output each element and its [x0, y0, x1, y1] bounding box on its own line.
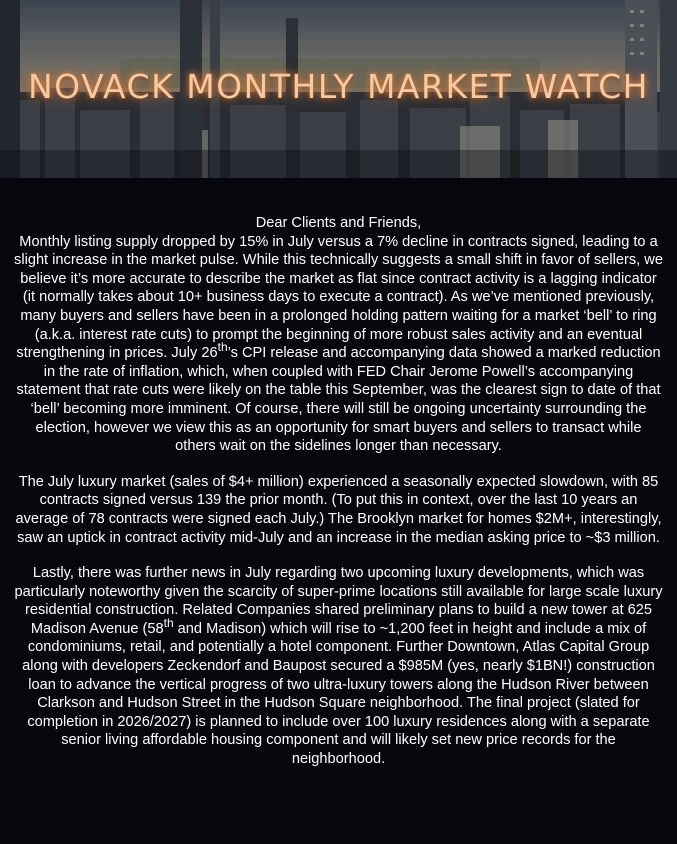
newsletter-body	[0, 178, 677, 769]
paragraph-luxury-market: The July luxury market (sales of $4+ million) experienced a seasonally expected slowdown, with 85 contracts signed versus 139 the prior month. (To put this in context, over the last 10 years an average of 78 contracts were signed each July.) The Brooklyn market for homes $2M+, interestingly, saw an uptick in contract activity mid-July and an increase in the median asking price to ~$3 million.	[15, 473, 662, 546]
paragraph-developments	[0, 564, 677, 769]
header-banner	[0, 0, 677, 178]
ordinal-suffix: th	[163, 615, 174, 630]
paragraph-intro	[0, 214, 677, 456]
paragraph-3-text-b: and Madison) which will rise to ~1,200 feet in height and include a mix of condominiums, retail, and potentially a hotel component. Further Downtown, Atlas Capital Group along with developers Zeckendorf and Baupost secured a $985M (yes, nearly $1BN!) construction loan to advance the vertical progress of two ultra-luxury towers along the Hudson River between Clarkson and Hudson Street in the Hudson Square neighborhood. The final project (slated for completion in 2026/2027) is planned to include over 100 luxury residences along with a separate senior living affordable housing component and will likely set new price records for the neighborhood.	[22, 620, 655, 768]
page-title: NOVACK MONTHLY MARKET WATCH	[28, 67, 649, 106]
paragraph-1-text-a: Monthly listing supply dropped by 15% in July versus a 7% decline in contracts signed, leading to a slight increase in the market pulse. While this technically suggests a small shift in favor of sellers, we believe it’s more accurate to describe the market as flat since contract activity is a lagging indicator (it normally takes about 10+ business days to execute a contract). As we’ve mentioned previously, many buyers and sellers have been in a prolonged holding pattern waiting for a market ‘bell’ to ring (a.k.a. interest rate cuts) to prompt the beginning of more robust sales activity and an eventual strengthening in prices. July 26	[14, 233, 663, 362]
greeting: Dear Clients and Friends,	[255, 215, 422, 231]
ordinal-suffix: th	[217, 340, 228, 355]
paragraph-1-text-b: ’s CPI release and accompanying data showed a marked reduction in the rate of inflation, which, when coupled with FED Chair Jerome Powell’s accompanying statement that rate cuts were likely on the table this September, was the clearest sign to date of that ‘bell’ becoming more imminent. Of course, there will still be ongoing uncertainty surrounding the election, however we view this as an opportunity for smart buyers and sellers to transact while others wait on the sidelines longer than necessary.	[16, 345, 661, 455]
paragraph-3-text-a: Lastly, there was further news in July regarding two upcoming luxury developments, which was particularly noteworthy given the scarcity of super-prime locations still available for large scale luxury residential construction. Related Companies shared preliminary plans to build a new tower at 625 Madison Avenue (58	[14, 565, 663, 637]
